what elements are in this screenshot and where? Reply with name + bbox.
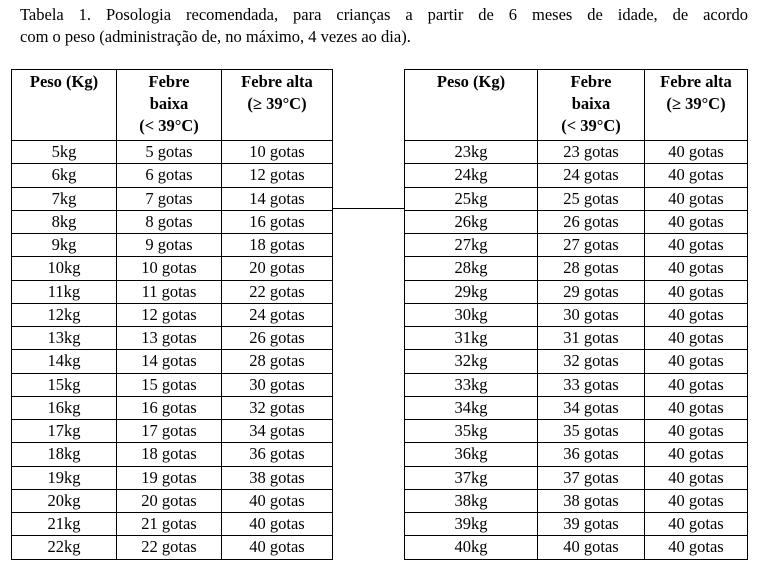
cell-high-fever-dose: 12 gotas (222, 164, 333, 187)
header-high-fever (645, 70, 748, 141)
table-row (12, 513, 333, 536)
cell-low-fever-dose: 16 gotas (117, 396, 222, 419)
cell-low-fever-dose: 38 gotas (538, 489, 645, 512)
cell-high-fever-dose: 40 gotas (645, 257, 748, 280)
cell-high-fever-dose: 28 gotas (222, 350, 333, 373)
table-row (12, 536, 333, 559)
cell-low-fever-dose: 27 gotas (538, 234, 645, 257)
cell-weight: 32kg (405, 350, 538, 373)
table-row (12, 466, 333, 489)
header-low-fever (538, 70, 645, 141)
cell-weight: 21kg (12, 513, 117, 536)
table-row (405, 466, 748, 489)
table-row (12, 373, 333, 396)
table-row (12, 489, 333, 512)
cell-high-fever-dose: 40 gotas (222, 536, 333, 559)
header-weight (405, 70, 538, 141)
cell-low-fever-dose: 10 gotas (117, 257, 222, 280)
cell-weight: 28kg (405, 257, 538, 280)
cell-weight: 19kg (12, 466, 117, 489)
cell-low-fever-dose: 24 gotas (538, 164, 645, 187)
cell-low-fever-dose: 13 gotas (117, 327, 222, 350)
header-weight-label: Peso (Kg) (29, 72, 99, 91)
table-row (405, 536, 748, 559)
header-high-fever-line1: Febre alta (241, 72, 313, 91)
cell-high-fever-dose: 40 gotas (222, 489, 333, 512)
cell-low-fever-dose: 17 gotas (117, 420, 222, 443)
cell-weight: 6kg (12, 164, 117, 187)
table-row (12, 210, 333, 233)
table-row (405, 443, 748, 466)
table-row (12, 420, 333, 443)
cell-low-fever-dose: 39 gotas (538, 513, 645, 536)
cell-weight: 12kg (12, 303, 117, 326)
cell-high-fever-dose: 40 gotas (645, 280, 748, 303)
cell-low-fever-dose: 37 gotas (538, 466, 645, 489)
dosage-table-left (11, 69, 333, 560)
cell-high-fever-dose: 40 gotas (645, 164, 748, 187)
cell-weight: 17kg (12, 420, 117, 443)
cell-weight: 29kg (405, 280, 538, 303)
cell-low-fever-dose: 30 gotas (538, 303, 645, 326)
cell-high-fever-dose: 40 gotas (645, 396, 748, 419)
header-row (405, 70, 748, 141)
cell-weight: 10kg (12, 257, 117, 280)
cell-weight: 25kg (405, 187, 538, 210)
cell-low-fever-dose: 28 gotas (538, 257, 645, 280)
cell-weight: 18kg (12, 443, 117, 466)
cell-weight: 37kg (405, 466, 538, 489)
cell-high-fever-dose: 22 gotas (222, 280, 333, 303)
dosage-table-right-body (405, 141, 748, 560)
cell-weight: 22kg (12, 536, 117, 559)
table-row (12, 396, 333, 419)
header-low-fever-line2: baixa (571, 94, 611, 113)
cell-weight: 13kg (12, 327, 117, 350)
cell-high-fever-dose: 34 gotas (222, 420, 333, 443)
cell-high-fever-dose: 30 gotas (222, 373, 333, 396)
cell-high-fever-dose: 40 gotas (645, 373, 748, 396)
cell-low-fever-dose: 25 gotas (538, 187, 645, 210)
cell-high-fever-dose: 14 gotas (222, 187, 333, 210)
header-weight-label: Peso (Kg) (436, 72, 506, 91)
table-row (405, 350, 748, 373)
cell-high-fever-dose: 18 gotas (222, 234, 333, 257)
cell-high-fever-dose: 40 gotas (645, 513, 748, 536)
cell-high-fever-dose: 40 gotas (222, 513, 333, 536)
cell-weight: 8kg (12, 210, 117, 233)
cell-low-fever-dose: 5 gotas (117, 141, 222, 164)
cell-low-fever-dose: 15 gotas (117, 373, 222, 396)
cell-weight: 31kg (405, 327, 538, 350)
cell-low-fever-dose: 26 gotas (538, 210, 645, 233)
table-row (405, 513, 748, 536)
header-high-fever-line2: (≥ 39°C) (666, 94, 726, 113)
cell-weight: 7kg (12, 187, 117, 210)
header-low-fever-line3: (< 39°C) (139, 116, 199, 135)
cell-low-fever-dose: 21 gotas (117, 513, 222, 536)
header-weight (12, 70, 117, 141)
cell-low-fever-dose: 14 gotas (117, 350, 222, 373)
header-low-fever-line1: Febre (148, 72, 190, 91)
cell-weight: 20kg (12, 489, 117, 512)
table-row (405, 164, 748, 187)
cell-high-fever-dose: 10 gotas (222, 141, 333, 164)
cell-high-fever-dose: 36 gotas (222, 443, 333, 466)
table-caption (20, 4, 748, 48)
cell-weight: 30kg (405, 303, 538, 326)
cell-weight: 14kg (12, 350, 117, 373)
table-row (405, 141, 748, 164)
cell-high-fever-dose: 26 gotas (222, 327, 333, 350)
cell-weight: 16kg (12, 396, 117, 419)
cell-low-fever-dose: 20 gotas (117, 489, 222, 512)
cell-high-fever-dose: 40 gotas (645, 420, 748, 443)
caption-line-1: Tabela 1. Posologia recomendada, para crianças a partir de 6 meses de idade, de acordo (20, 5, 748, 24)
dosage-table-left-body (12, 141, 333, 560)
cell-high-fever-dose: 16 gotas (222, 210, 333, 233)
table-row (12, 303, 333, 326)
cell-low-fever-dose: 12 gotas (117, 303, 222, 326)
table-row (12, 257, 333, 280)
table-row (405, 327, 748, 350)
cell-weight: 11kg (12, 280, 117, 303)
table-row (405, 234, 748, 257)
cell-low-fever-dose: 32 gotas (538, 350, 645, 373)
cell-low-fever-dose: 19 gotas (117, 466, 222, 489)
cell-weight: 26kg (405, 210, 538, 233)
cell-low-fever-dose: 34 gotas (538, 396, 645, 419)
cell-low-fever-dose: 35 gotas (538, 420, 645, 443)
header-low-fever-line3: (< 39°C) (561, 116, 621, 135)
cell-weight: 35kg (405, 420, 538, 443)
cell-low-fever-dose: 23 gotas (538, 141, 645, 164)
cell-weight: 38kg (405, 489, 538, 512)
cell-weight: 15kg (12, 373, 117, 396)
cell-low-fever-dose: 9 gotas (117, 234, 222, 257)
cell-weight: 9kg (12, 234, 117, 257)
cell-weight: 27kg (405, 234, 538, 257)
cell-low-fever-dose: 6 gotas (117, 164, 222, 187)
cell-high-fever-dose: 40 gotas (645, 303, 748, 326)
table-row (12, 141, 333, 164)
table-divider-line (333, 208, 404, 209)
cell-low-fever-dose: 11 gotas (117, 280, 222, 303)
cell-weight: 34kg (405, 396, 538, 419)
table-row (405, 257, 748, 280)
dosage-table-right (404, 69, 748, 560)
cell-low-fever-dose: 36 gotas (538, 443, 645, 466)
table-row (405, 303, 748, 326)
table-row (12, 280, 333, 303)
table-row (12, 164, 333, 187)
cell-weight: 40kg (405, 536, 538, 559)
cell-high-fever-dose: 40 gotas (645, 466, 748, 489)
table-row (405, 420, 748, 443)
header-high-fever (222, 70, 333, 141)
header-high-fever-line2: (≥ 39°C) (247, 94, 307, 113)
cell-high-fever-dose: 20 gotas (222, 257, 333, 280)
cell-high-fever-dose: 24 gotas (222, 303, 333, 326)
cell-weight: 5kg (12, 141, 117, 164)
cell-low-fever-dose: 18 gotas (117, 443, 222, 466)
cell-high-fever-dose: 38 gotas (222, 466, 333, 489)
table-row (405, 489, 748, 512)
cell-low-fever-dose: 8 gotas (117, 210, 222, 233)
cell-low-fever-dose: 40 gotas (538, 536, 645, 559)
cell-low-fever-dose: 29 gotas (538, 280, 645, 303)
cell-high-fever-dose: 40 gotas (645, 234, 748, 257)
table-row (405, 373, 748, 396)
caption-line-2: com o peso (administração de, no máximo, 4 vezes ao dia). (20, 27, 411, 46)
table-row (12, 327, 333, 350)
table-row (405, 210, 748, 233)
header-high-fever-line1: Febre alta (660, 72, 732, 91)
cell-weight: 33kg (405, 373, 538, 396)
cell-weight: 39kg (405, 513, 538, 536)
cell-high-fever-dose: 40 gotas (645, 443, 748, 466)
cell-high-fever-dose: 40 gotas (645, 210, 748, 233)
table-row (12, 187, 333, 210)
table-row (12, 350, 333, 373)
table-row (405, 280, 748, 303)
cell-high-fever-dose: 32 gotas (222, 396, 333, 419)
cell-low-fever-dose: 7 gotas (117, 187, 222, 210)
header-low-fever-line2: baixa (149, 94, 189, 113)
cell-low-fever-dose: 33 gotas (538, 373, 645, 396)
cell-high-fever-dose: 40 gotas (645, 350, 748, 373)
cell-high-fever-dose: 40 gotas (645, 187, 748, 210)
cell-high-fever-dose: 40 gotas (645, 489, 748, 512)
header-low-fever (117, 70, 222, 141)
cell-low-fever-dose: 31 gotas (538, 327, 645, 350)
header-low-fever-line1: Febre (570, 72, 612, 91)
cell-high-fever-dose: 40 gotas (645, 141, 748, 164)
cell-low-fever-dose: 22 gotas (117, 536, 222, 559)
table-row (405, 396, 748, 419)
header-row (12, 70, 333, 141)
cell-high-fever-dose: 40 gotas (645, 327, 748, 350)
table-row (12, 443, 333, 466)
cell-weight: 24kg (405, 164, 538, 187)
table-row (12, 234, 333, 257)
table-row (405, 187, 748, 210)
cell-high-fever-dose: 40 gotas (645, 536, 748, 559)
cell-weight: 36kg (405, 443, 538, 466)
cell-weight: 23kg (405, 141, 538, 164)
